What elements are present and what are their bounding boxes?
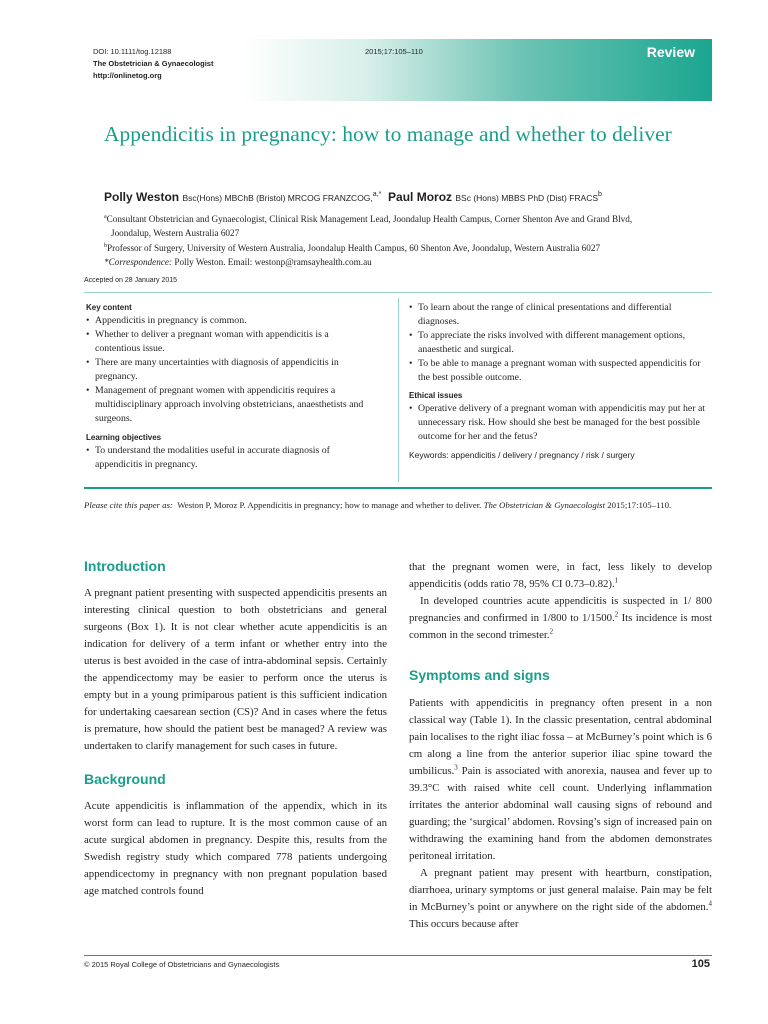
key-content-item: • There are many uncertainties with diagnosis of appendicitis in pregnancy. (86, 356, 366, 384)
journal-name: The Obstetrician & Gynaecologist (93, 59, 214, 68)
citation-lead: Please cite this paper as: (84, 500, 173, 510)
journal-info (93, 46, 213, 82)
background-paragraph: Acute appendicitis is inflammation of the appendix, which in its worst form can lead to rupture. It is the most common cause of an acute surgical abdomen in pregnancy. Despite this, results from the Swedish registry study which compared 778 patients undergoing appendicectomy in pregnancy with non pregnant population based age matched controls found (84, 800, 387, 897)
reference-marker[interactable]: 2 (614, 610, 619, 619)
symptoms-heading: Symptoms and signs (409, 667, 550, 683)
volume-info: 2015;17:105–110 (365, 47, 423, 56)
keywords (409, 450, 712, 460)
footer-rule (84, 955, 712, 956)
learning-objective-item: • To be able to manage a pregnant woman with suspected appendicitis for the best possible outcome. (409, 357, 712, 385)
journal-url[interactable]: http://onlinetog.org (93, 71, 162, 80)
copyright: © 2015 Royal College of Obstetricians and Gynaecologists (84, 960, 280, 969)
box-bottom-rule (84, 487, 712, 489)
divider (84, 292, 712, 293)
key-content-item: • Appendicitis in pregnancy is common. (86, 314, 366, 328)
reference-marker[interactable]: 1 (614, 576, 619, 585)
right-column (409, 559, 712, 933)
doi[interactable]: DOI: 10.1111/tog.12188 (93, 47, 172, 56)
box-divider (398, 298, 399, 482)
author-1-name: Polly Weston (104, 190, 180, 204)
author-1-quals: Bsc(Hons) MBChB (Bristol) MRCOG FRANZCOG, (182, 193, 373, 203)
citation-tail: 2015;17:105–110. (607, 500, 672, 510)
keywords-text: appendicitis / delivery / pregnancy / risk / surgery (450, 450, 635, 460)
keywords-label: Keywords: (409, 450, 449, 460)
correspondence: *Correspondence: Polly Weston. Email: westonp@ramsayhealth.com.au (104, 256, 372, 267)
learning-objective-item: • To learn about the range of clinical presentations and differential diagnoses. (409, 301, 712, 329)
background-paragraph-cont: that the pregnant women were, in fact, less likely to develop appendicitis (odds ratio 78, 95% CI 0.73–0.82).$^1$ (409, 561, 712, 590)
ethical-issues-heading: Ethical issues (409, 391, 463, 400)
page-number: 105 (691, 958, 710, 970)
key-content-heading: Key content (86, 303, 132, 312)
learning-objective-item: • To understand the modalities useful in accurate diagnosis of appendicitis in pregnancy. (86, 444, 366, 472)
background-heading: Background (84, 771, 166, 787)
key-content-item: • Whether to deliver a pregnant woman with appendicitis is a contentious issue. (86, 328, 366, 356)
symptoms-paragraph: Patients with appendicitis in pregnancy often present in a non classical way (Table 1). In the classic presentation, central abdominal pain localises to the right iliac fossa – at McBurney’s point which is 6 cm along a line from the anterior superior iliac spine toward the umbilicus.$^3$ Pain is associated with anorexia, nausea and fever up to 39.3°C with raised white cell count. Underlying inflammation irritates the anterior abdominal wall causing signs of rebound and guarding; the ‘surgical’ abdomen. Rovsing’s sign of increased pain on withdrawing the examining hand from the abdomen demonstrates peritoneal irritation. (409, 697, 712, 862)
citation-journal: The Obstetrician & Gynaecologist (483, 500, 606, 510)
author-2-sup: b (598, 191, 602, 198)
background-paragraph-2: In developed countries acute appendicitis is suspected in 1/ 800 pregnancies and confirmed in 1/800 to 1/1500.$^2$ Its incidence is most common in the second trimester.$^2$ (409, 595, 712, 641)
introduction-heading: Introduction (84, 558, 166, 574)
author-2-quals: BSc (Hons) MBBS PhD (Dist) FRACS (455, 193, 599, 203)
affiliation-a: $^a$Consultant Obstetrician and Gynaecologist, Clinical Risk Management Lead, Joondalup Health Campus, Corner Shenton Ave and Grand Blvd, (104, 214, 633, 225)
citation-text: Weston P, Moroz P. Appendicitis in pregnancy; how to manage and whether to deliver. (177, 500, 482, 510)
learning-objective-item: • To appreciate the risks involved with different management options, anaesthetic and surgical. (409, 329, 712, 357)
learning-objectives-heading: Learning objectives (86, 433, 162, 442)
section-label: Review (646, 44, 695, 60)
reference-marker[interactable]: 4 (708, 899, 712, 908)
reference-marker[interactable]: 2 (549, 627, 554, 636)
citation (84, 499, 712, 512)
key-content-left (86, 302, 366, 472)
accepted-date: Accepted on 28 January 2015 (84, 277, 178, 284)
symptoms-paragraph-2: A pregnant patient may present with heartburn, constipation, diarrhoea, urinary symptoms or just general malaise. Pain may be felt in McBurney’s point or anywhere on the right side of the abdomen.$^4$ This occurs because after (409, 867, 712, 930)
affiliations (104, 211, 714, 269)
affiliation-b: $^b$Professor of Surgery, University of Western Australia, Joondalup Health Campus, 60 Shenton Ave, Joondalup, Western Australia 6027 (104, 243, 601, 254)
author-1-sup: a,* (372, 191, 382, 198)
key-content-item: • Management of pregnant women with appendicitis requires a multidisciplinary approach involving obstetricians, anaesthetists and surgeons. (86, 384, 366, 426)
author-line (104, 190, 602, 204)
left-column (84, 556, 387, 900)
article-title: Appendicitis in pregnancy: how to manage and whether to deliver (104, 122, 672, 146)
ethical-issue-item: • Operative delivery of a pregnant woman with appendicitis may put her at unnecessary risk. How should she best be managed for the best possible outcome for her and the fetus? (409, 402, 712, 444)
affiliation-a-cont: Joondalup, Western Australia 6027 (111, 227, 240, 238)
introduction-paragraph: A pregnant patient presenting with suspected appendicitis presents an interesting clinical question to both obstetricians and general surgeons (Box 1). It is not clear whether acute appendicitis is an indication for delivery of a term infant or whether entry into the uterus is best avoided in the case of intra-abdominal sepsis. Certainly the appendicectomy may be easier to perform once the uterus is empty but in a young primiparous patient is this sufficient indication for undertaking caesarean section (CS)? And in cases where the fetus is premature, how should the patient best be managed? A review was undertaken to clarify management for such cases in future. (84, 587, 387, 752)
key-content-right (409, 301, 712, 460)
reference-marker[interactable]: 3 (454, 763, 458, 772)
author-2-name: Paul Moroz (388, 190, 453, 204)
